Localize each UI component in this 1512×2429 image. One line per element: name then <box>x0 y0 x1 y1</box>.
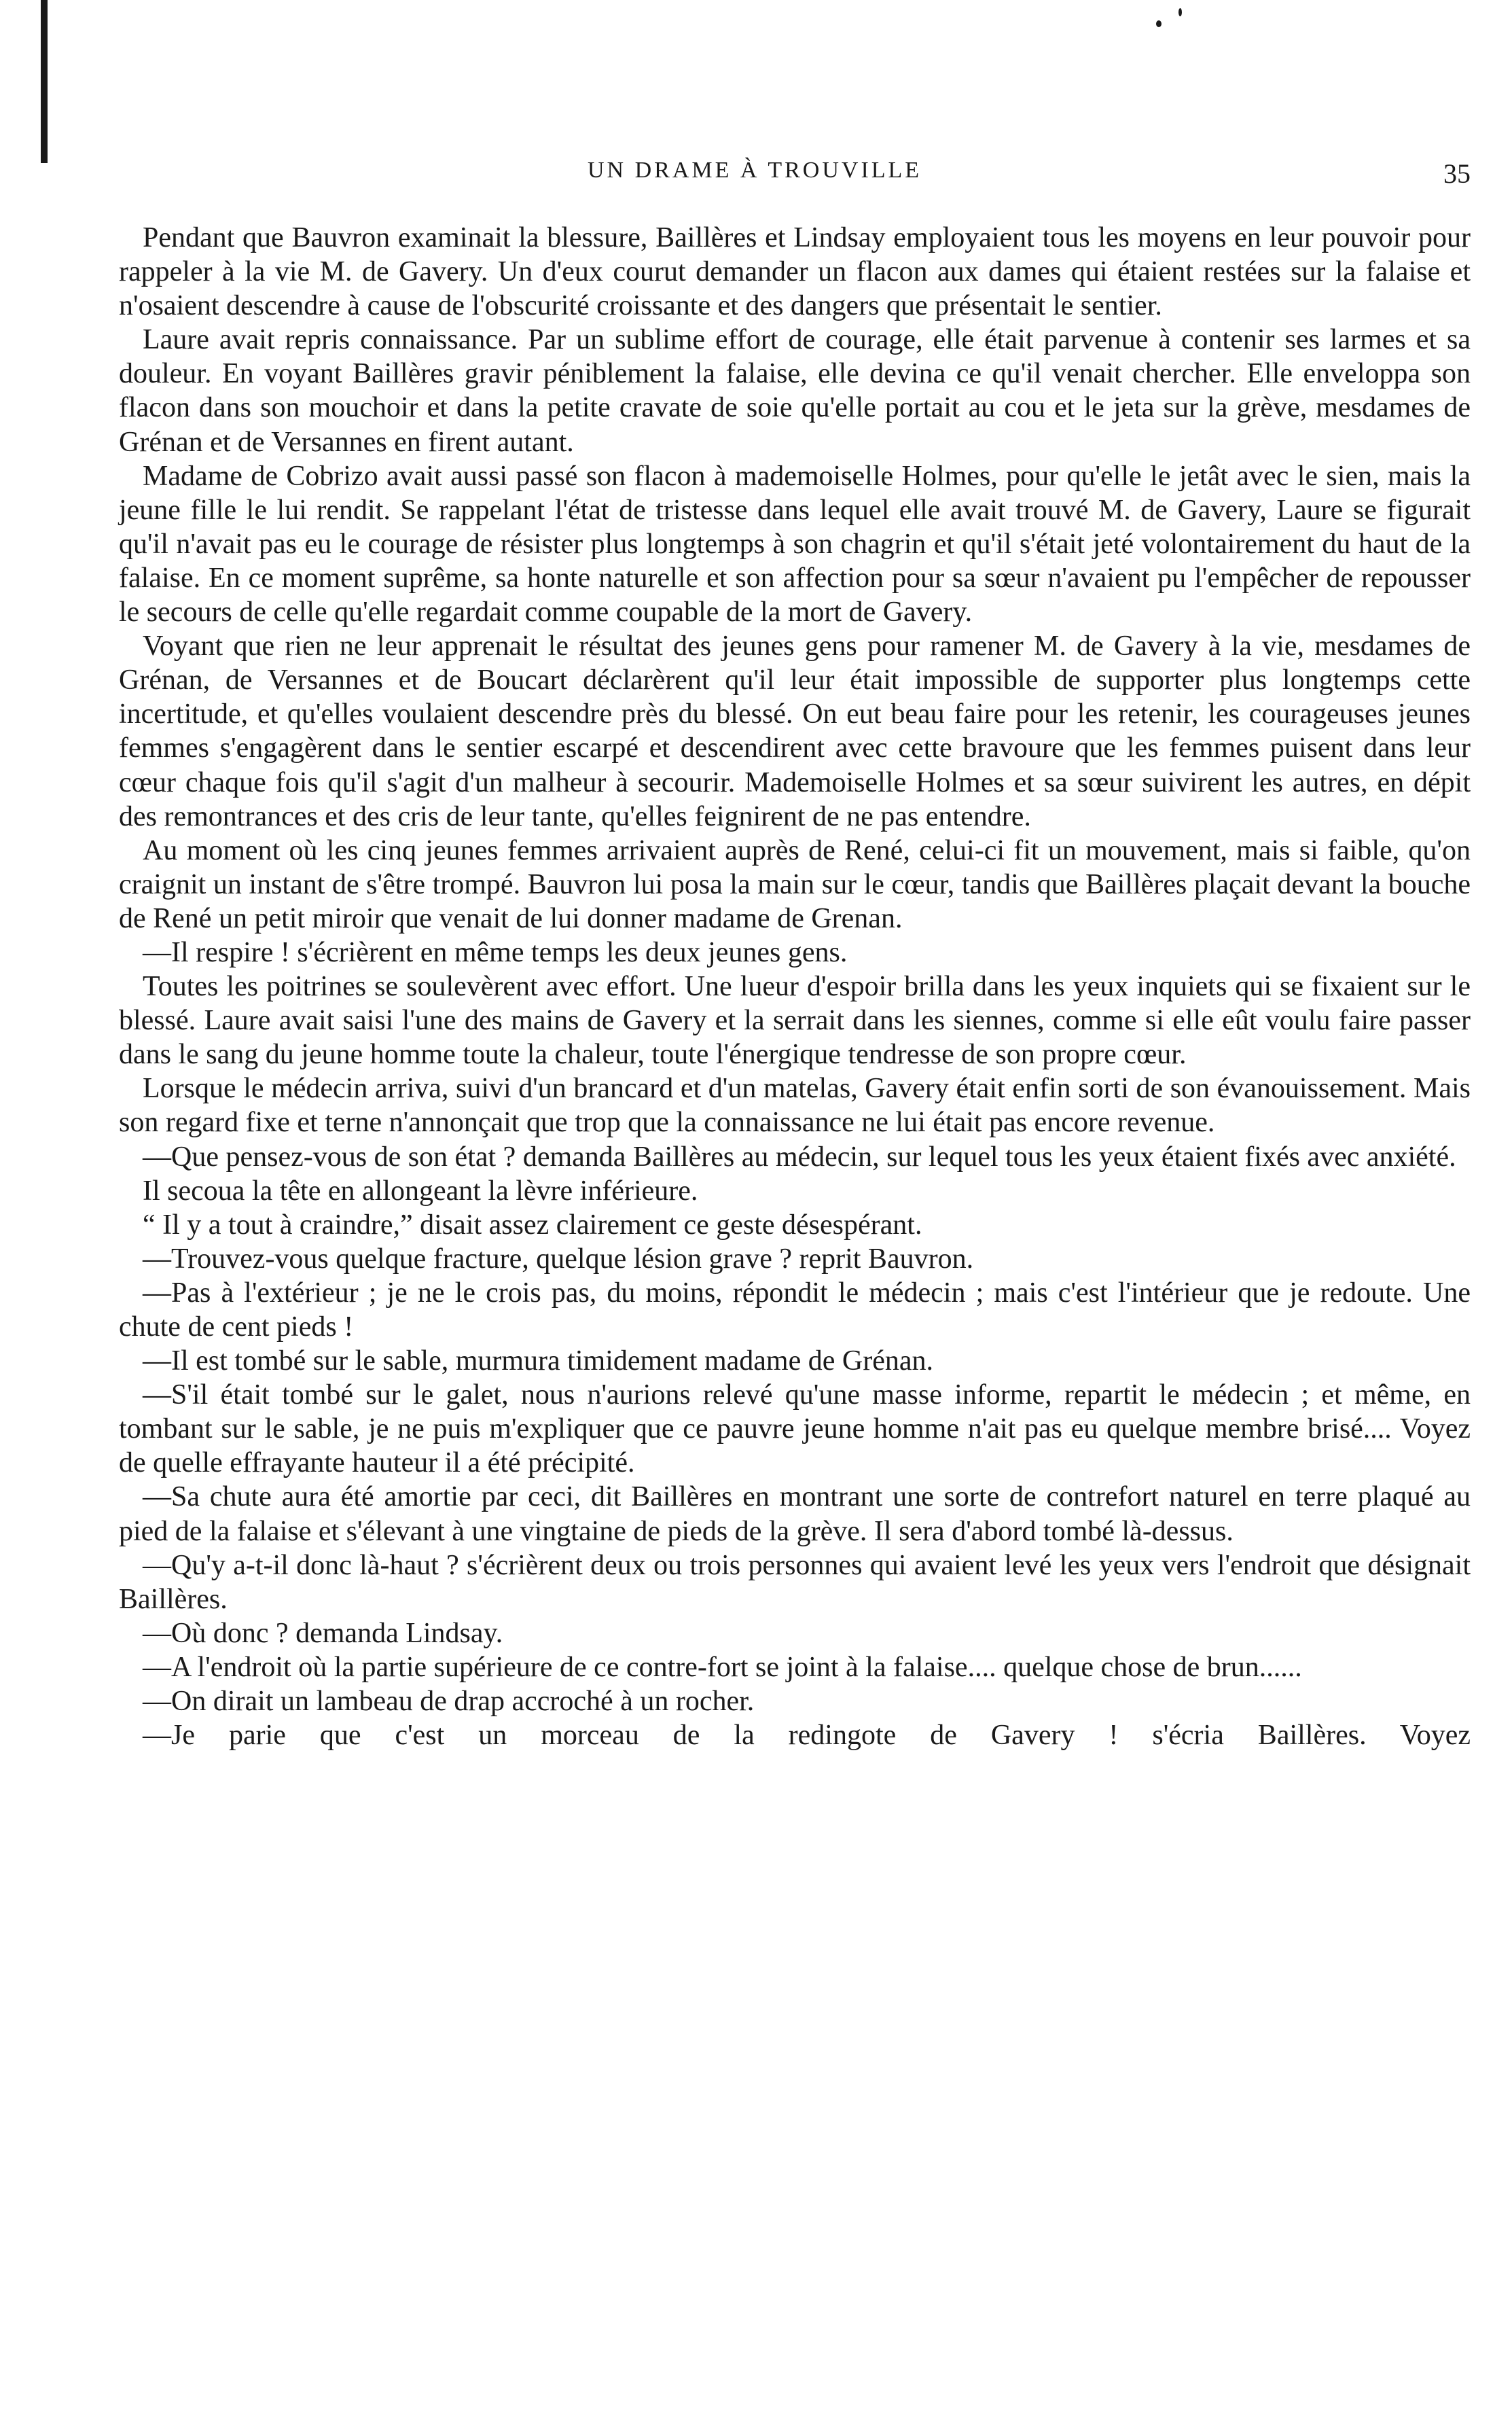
paragraph: Laure avait repris connaissance. Par un sublime effort de courage, elle était parvenue à contenir ses larmes et sa douleur. En voyant Baillères gravir péniblement la falaise, elle devina ce qu'il venait chercher. Elle enveloppa son flacon dans son mouchoir et dans la petite cravate de soie qu'elle portait au cou et le jeta sur la grève, mesdames de Grénan et de Versannes en firent autant. <box>119 324 1471 458</box>
page-header <box>119 158 1471 198</box>
paragraph: Pendant que Bauvron examinait la blessure, Baillères et Lindsay employaient tous les moyens en leur pouvoir pour rappeler à la vie M. de Gavery. Un d'eux courut demander un flacon aux dames qui étaient restées sur la falaise et n'osaient descendre à cause de l'obscurité croissante et des dangers que présentait le sentier. <box>119 222 1471 322</box>
paragraph: Il secoua la tête en allongeant la lèvre inférieure. <box>143 1175 698 1207</box>
dialogue-line: —Qu'y a-t-il donc là-haut ? s'écrièrent deux ou trois personnes qui avaient levé les yeux vers l'endroit que désignait Baillères. <box>119 1549 1471 1615</box>
body-text <box>119 221 1471 1752</box>
dialogue-line: —Il respire ! s'écrièrent en même temps les deux jeunes gens. <box>143 936 848 968</box>
paragraph: Lorsque le médecin arriva, suivi d'un brancard et d'un matelas, Gavery était enfin sorti de son évanouissement. Mais son regard fixe et terne n'annonçait que trop que la connaissance ne lui était pas encore revenue. <box>119 1073 1471 1139</box>
running-title: UN DRAME À TROUVILLE <box>588 158 922 183</box>
paragraph: Toutes les poitrines se soulevèrent avec effort. Une lueur d'espoir brilla dans les yeux inquiets qui se fixaient sur le blessé. Laure avait saisi l'une des mains de Gavery et la serrait dans les siennes, comme si elle eût voulu faire passer dans le sang du jeune homme toute la chaleur, toute l'énergique tendresse de son propre cœur. <box>119 971 1471 1071</box>
dialogue-line: —Je parie que c'est un morceau de la redingote de Gavery ! s'écria Baillères. Voyez <box>143 1720 1471 1752</box>
ink-speck <box>1178 8 1182 16</box>
dialogue-line: —A l'endroit où la partie supérieure de ce contre-fort se joint à la falaise.... quelque chose de brun...... <box>143 1651 1302 1683</box>
dialogue-line: —Où donc ? demanda Lindsay. <box>143 1617 503 1649</box>
page-number: 35 <box>1443 158 1471 189</box>
dialogue-line: —Pas à l'extérieur ; je ne le crois pas, du moins, répondit le médecin ; mais c'est l'intérieur que je redoute. Une chute de cent pieds ! <box>119 1277 1471 1343</box>
dialogue-line: —S'il était tombé sur le galet, nous n'aurions relevé qu'une masse informe, repartit le médecin ; et même, en tombant sur le sable, je ne puis m'expliquer que ce pauvre jeune homme n'ait pas eu quelque membre brisé.... Voyez de quelle effrayante hauteur il a été précipité. <box>119 1379 1471 1479</box>
dialogue-line: —Que pensez-vous de son état ? demanda Baillères au médecin, sur lequel tous les yeux étaient fixés avec anxiété. <box>143 1141 1456 1173</box>
paragraph: Au moment où les cinq jeunes femmes arrivaient auprès de René, celui-ci fit un mouvement, mais si faible, qu'on craignit un instant de s'être trompé. Bauvron lui posa la main sur le cœur, tandis que Baillères plaçait devant la bouche de René un petit miroir que venait de lui donner madame de Grenan. <box>119 834 1471 934</box>
paragraph: “ Il y a tout à craindre,” disait assez clairement ce geste désespérant. <box>143 1209 922 1241</box>
dialogue-line: —Trouvez-vous quelque fracture, quelque lésion grave ? reprit Bauvron. <box>143 1243 974 1275</box>
dialogue-line: —Il est tombé sur le sable, murmura timidement madame de Grénan. <box>143 1345 933 1377</box>
ink-speck <box>1156 20 1162 27</box>
dialogue-line: —On dirait un lambeau de drap accroché à un rocher. <box>143 1686 755 1718</box>
paragraph: Madame de Cobrizo avait aussi passé son flacon à mademoiselle Holmes, pour qu'elle le jetât avec le sien, mais la jeune fille le lui rendit. Se rappelant l'état de tristesse dans lequel elle avait trouvé M. de Gavery, Laure se figurait qu'il n'avait pas eu le courage de résister plus longtemps à son chagrin et qu'il s'était jeté volontairement du haut de la falaise. En ce moment suprême, sa honte naturelle et son affection pour sa sœur n'avaient pu l'empêcher de repousser le secours de celle qu'elle regardait comme coupable de la mort de Gavery. <box>119 460 1471 628</box>
binding-edge-mark <box>41 0 48 163</box>
paragraph: Voyant que rien ne leur apprenait le résultat des jeunes gens pour ramener M. de Gavery à la vie, mesdames de Grénan, de Versannes et de Boucart déclarèrent qu'il leur était impossible de supporter plus longtemps cette incertitude, et qu'elles voulaient descendre près du blessé. On eut beau faire pour les retenir, les courageuses jeunes femmes s'engagèrent dans le sentier escarpé et descendirent avec cette bravoure que les femmes puisent dans leur cœur chaque fois qu'il s'agit d'un malheur à secourir. Mademoiselle Holmes et sa sœur suivirent les autres, en dépit des remontrances et des cris de leur tante, qu'elles feignirent de ne pas entendre. <box>119 631 1471 832</box>
dialogue-line: —Sa chute aura été amortie par ceci, dit Baillères en montrant une sorte de contrefort naturel en terre plaqué au pied de la falaise et s'élevant à une vingtaine de pieds de la grève. Il sera d'abord tombé là-dessus. <box>119 1481 1471 1547</box>
